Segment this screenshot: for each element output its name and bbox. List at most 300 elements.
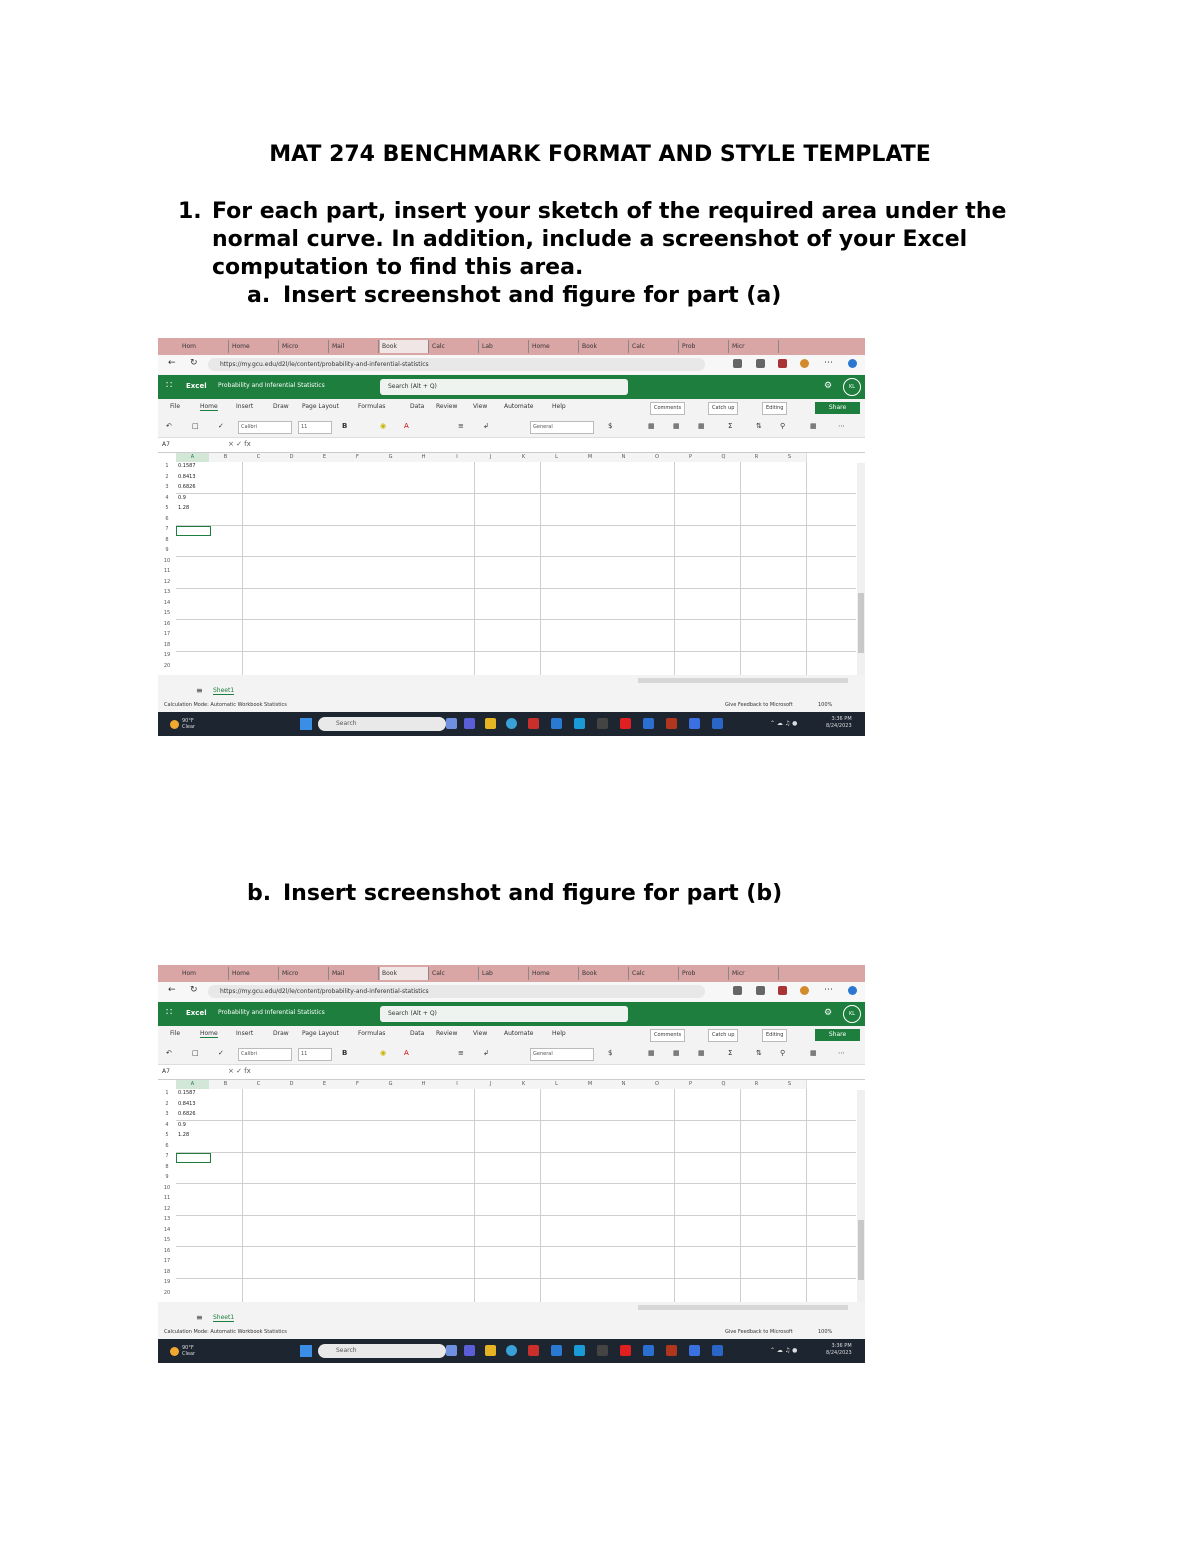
gridline xyxy=(176,1120,856,1121)
more-icon[interactable]: ⋯ xyxy=(838,1049,845,1057)
row-header[interactable]: 14 xyxy=(163,1226,171,1233)
cell-styles-icon[interactable]: ▦ xyxy=(698,422,705,430)
more-icon[interactable]: ⋯ xyxy=(824,985,833,995)
edge-icon[interactable] xyxy=(574,718,585,729)
cell-value[interactable]: 0.6826 xyxy=(178,1111,196,1117)
column-header[interactable]: A xyxy=(176,1080,210,1089)
part-text: Insert screenshot and figure for part (b) xyxy=(283,881,783,906)
browser-tab[interactable]: Calc xyxy=(630,967,679,980)
font-color-icon[interactable]: A xyxy=(404,1049,409,1057)
app-launcher-icon[interactable]: ∷ xyxy=(166,380,173,391)
row-header[interactable]: 16 xyxy=(163,1247,171,1254)
row-header[interactable]: 5 xyxy=(165,1132,169,1138)
row-header[interactable]: 11 xyxy=(163,568,171,574)
row-header[interactable]: 19 xyxy=(163,1279,171,1285)
back-icon[interactable]: ← xyxy=(168,985,176,995)
app-icon[interactable] xyxy=(528,718,539,729)
app-icon[interactable] xyxy=(597,1345,608,1356)
browser-tab[interactable]: Micro xyxy=(280,967,329,980)
extension-icon[interactable] xyxy=(778,986,787,995)
ribbon-toolbar xyxy=(158,1044,865,1065)
row-header[interactable]: 13 xyxy=(163,1216,171,1222)
browser-tab[interactable]: Mail xyxy=(330,340,379,353)
column-header[interactable]: H xyxy=(407,453,441,462)
column-header[interactable]: S xyxy=(773,453,807,462)
row-header[interactable]: 8 xyxy=(165,536,169,543)
row-header[interactable]: 19 xyxy=(163,652,171,658)
cell-value[interactable]: 0.8413 xyxy=(178,473,196,480)
app-icon[interactable] xyxy=(666,1345,677,1356)
bing-icon[interactable] xyxy=(848,986,857,995)
currency-icon[interactable]: $ xyxy=(608,1049,613,1057)
settings-icon[interactable]: ⚙ xyxy=(824,1008,833,1018)
url-field[interactable]: https://my.gcu.edu/d2l/le/content/probability-and-inferential-statistics xyxy=(208,358,705,371)
app-icon[interactable] xyxy=(689,718,700,729)
column-header[interactable]: K xyxy=(507,1080,541,1089)
editing-button[interactable]: Editing xyxy=(762,402,787,415)
find-icon[interactable]: ⚲ xyxy=(780,1049,786,1057)
extension-icon[interactable] xyxy=(733,359,742,368)
browser-tab[interactable]: Calc xyxy=(430,967,479,980)
weather-widget[interactable] xyxy=(166,715,196,733)
row-header[interactable]: 7 xyxy=(165,1153,169,1159)
system-tray[interactable]: ⌃ ☁ ♫ ● xyxy=(770,720,798,727)
column-header[interactable]: C xyxy=(242,453,276,462)
analyze-data-icon[interactable]: ▦ xyxy=(810,1049,817,1057)
youtube-icon[interactable] xyxy=(620,1345,631,1356)
browser-tab[interactable]: Calc xyxy=(630,340,679,353)
autosum-icon[interactable]: Σ xyxy=(728,422,733,430)
app-icon[interactable] xyxy=(551,718,562,729)
gridline xyxy=(176,1183,856,1184)
font-color-icon[interactable]: A xyxy=(404,422,409,430)
column-header[interactable]: J xyxy=(474,453,508,462)
column-header[interactable]: N xyxy=(607,453,641,462)
clipboard-icon[interactable]: □ xyxy=(192,1049,199,1057)
extension-icon[interactable] xyxy=(756,359,765,368)
column-header[interactable]: I xyxy=(440,453,475,462)
name-box[interactable]: A7 xyxy=(162,1068,170,1075)
teams-icon[interactable] xyxy=(464,718,475,729)
browser-tab[interactable]: Prob xyxy=(680,967,729,980)
browser-tab[interactable]: Lab xyxy=(480,340,529,353)
row-header[interactable]: 12 xyxy=(163,578,171,585)
document-title: MAT 274 BENCHMARK FORMAT AND STYLE TEMPLATE xyxy=(269,142,931,167)
word-icon[interactable] xyxy=(643,1345,654,1356)
column-header[interactable]: N xyxy=(607,1080,641,1089)
column-header[interactable]: M xyxy=(573,1080,608,1089)
cell-value[interactable]: 1.28 xyxy=(178,1132,190,1138)
ribbon-tab[interactable]: Page Layout xyxy=(302,403,339,410)
browser-tab[interactable]: Book xyxy=(380,340,429,353)
column-header[interactable]: K xyxy=(507,453,541,462)
question-text: For each part, insert your sketch of the required area under the normal curve. In addition, include a screenshot of your Excel computation to find this area. xyxy=(212,199,1007,280)
column-header[interactable]: H xyxy=(407,1080,441,1089)
ribbon-tab[interactable]: Home xyxy=(200,403,218,410)
ribbon-tab[interactable]: Draw xyxy=(273,1030,289,1037)
column-header[interactable]: F xyxy=(341,453,375,462)
column-header[interactable]: J xyxy=(474,1080,508,1089)
row-header[interactable]: 15 xyxy=(163,1237,171,1243)
editing-button[interactable]: Editing xyxy=(762,1029,787,1042)
browser-tab[interactable]: Home xyxy=(230,340,279,353)
format-painter-icon[interactable]: ✓ xyxy=(218,422,224,430)
fill-color-icon[interactable]: ◉ xyxy=(380,422,387,430)
column-header[interactable]: Q xyxy=(707,453,741,462)
row-header[interactable]: 1 xyxy=(165,463,169,469)
font-size-field[interactable]: 11 xyxy=(298,421,332,434)
address-bar xyxy=(158,355,865,374)
sort-filter-icon[interactable]: ⇅ xyxy=(756,1049,762,1057)
sort-filter-icon[interactable]: ⇅ xyxy=(756,422,762,430)
more-icon[interactable]: ⋯ xyxy=(838,422,845,430)
column-header[interactable]: S xyxy=(773,1080,807,1089)
formula-bar xyxy=(158,438,865,453)
browser-tab[interactable]: Prob xyxy=(680,340,729,353)
selected-cell[interactable] xyxy=(176,1153,211,1163)
column-header[interactable]: E xyxy=(308,1080,342,1089)
browser-tab-bar xyxy=(158,965,865,982)
table-format-icon[interactable]: ▦ xyxy=(673,1049,680,1057)
column-header[interactable]: O xyxy=(640,1080,675,1089)
gridline xyxy=(176,619,856,620)
font-size-field[interactable]: 11 xyxy=(298,1048,332,1061)
row-header[interactable]: 13 xyxy=(163,589,171,595)
browser-tab[interactable]: Hom xyxy=(180,967,229,980)
sheet-tab[interactable]: Sheet1 xyxy=(213,687,235,694)
row-header[interactable]: 5 xyxy=(165,505,169,511)
edge-icon[interactable] xyxy=(506,1345,517,1356)
extension-icon[interactable] xyxy=(756,986,765,995)
browser-tab[interactable]: Book xyxy=(580,967,629,980)
taskview-icon[interactable] xyxy=(446,718,457,729)
currency-icon[interactable]: $ xyxy=(608,422,613,430)
taskbar xyxy=(158,712,865,736)
browser-tab[interactable]: Home xyxy=(530,340,579,353)
weather-temp: 90°F xyxy=(182,1345,194,1351)
taskbar-search[interactable]: Search xyxy=(318,1344,446,1358)
bold-button[interactable]: B xyxy=(342,422,348,430)
weather-desc: Clear xyxy=(182,1351,196,1357)
column-header[interactable]: O xyxy=(640,453,675,462)
status-left: Calculation Mode: Automatic Workbook Statistics xyxy=(164,1329,287,1335)
taskbar-search[interactable]: Search xyxy=(318,717,446,731)
back-icon[interactable]: ← xyxy=(168,358,176,368)
cell-value[interactable]: 0.8413 xyxy=(178,1100,196,1107)
gridline xyxy=(176,1152,856,1153)
vertical-scrollbar[interactable] xyxy=(857,463,865,675)
browser-tab[interactable]: Micro xyxy=(280,340,329,353)
column-header[interactable]: F xyxy=(341,1080,375,1089)
sheet-tab[interactable]: Sheet1 xyxy=(213,1314,235,1321)
search-input[interactable]: Search (Alt + Q) xyxy=(380,379,628,395)
app-icon[interactable] xyxy=(551,1345,562,1356)
cell-value[interactable]: 0.1587 xyxy=(178,463,196,469)
column-header[interactable]: I xyxy=(440,1080,475,1089)
part-letter: b. xyxy=(247,881,272,906)
browser-tab[interactable]: Mail xyxy=(330,967,379,980)
row-header[interactable]: 10 xyxy=(163,557,171,564)
taskview-icon[interactable] xyxy=(446,1345,457,1356)
row-header[interactable]: 12 xyxy=(163,1205,171,1212)
ribbon-tab[interactable]: Insert xyxy=(236,1030,254,1037)
ribbon-tab[interactable]: File xyxy=(170,1030,181,1037)
gridline xyxy=(176,1278,856,1279)
wrap-text-icon[interactable]: ↲ xyxy=(483,1049,489,1057)
app-icon[interactable] xyxy=(689,1345,700,1356)
question-number: 1. xyxy=(178,199,202,224)
extension-icon[interactable] xyxy=(778,359,787,368)
gridline xyxy=(176,1215,856,1216)
font-name-field[interactable]: Calibri xyxy=(238,421,292,434)
find-icon[interactable]: ⚲ xyxy=(780,422,786,430)
column-header[interactable]: A xyxy=(176,453,210,462)
ribbon-toolbar xyxy=(158,417,865,438)
column-header[interactable]: P xyxy=(674,453,708,462)
column-header[interactable]: D xyxy=(275,453,309,462)
row-header[interactable]: 9 xyxy=(165,1174,169,1180)
ribbon-tab[interactable]: Formulas xyxy=(358,1030,386,1037)
font-name-field[interactable]: Calibri xyxy=(238,1048,292,1061)
row-header[interactable]: 6 xyxy=(165,515,169,522)
browser-tab[interactable]: Lab xyxy=(480,967,529,980)
sun-icon xyxy=(170,720,179,729)
column-header[interactable]: B xyxy=(209,1080,243,1089)
status-bar xyxy=(158,699,865,711)
align-icon[interactable]: ≡ xyxy=(458,422,464,430)
format-painter-icon[interactable]: ✓ xyxy=(218,1049,224,1057)
row-header[interactable]: 20 xyxy=(163,1289,171,1296)
row-header[interactable]: 2 xyxy=(165,1100,169,1107)
ribbon-tabs xyxy=(158,1027,865,1042)
edge-icon[interactable] xyxy=(574,1345,585,1356)
row-header[interactable]: 2 xyxy=(165,473,169,480)
app-icon[interactable] xyxy=(597,718,608,729)
ribbon-tab[interactable]: Formulas xyxy=(358,403,386,410)
row-header[interactable]: 9 xyxy=(165,547,169,553)
column-header[interactable]: B xyxy=(209,453,243,462)
row-header[interactable]: 10 xyxy=(163,1184,171,1191)
cell-value[interactable]: 0.6826 xyxy=(178,484,196,490)
column-header[interactable]: G xyxy=(374,1080,408,1089)
app-icon[interactable] xyxy=(528,1345,539,1356)
conditional-format-icon[interactable]: ▦ xyxy=(648,1049,655,1057)
clock: 3:36 PM 8/24/2023 xyxy=(826,716,852,729)
ribbon-tab[interactable]: Data xyxy=(410,403,425,410)
youtube-icon[interactable] xyxy=(620,718,631,729)
ribbon-tab[interactable]: Automate xyxy=(504,1030,534,1037)
gridline xyxy=(176,556,856,557)
undo-icon[interactable]: ↶ xyxy=(166,422,172,430)
row-header[interactable]: 14 xyxy=(163,599,171,606)
browser-tab[interactable]: Book xyxy=(380,967,429,980)
profile-icon[interactable] xyxy=(800,986,809,995)
fill-color-icon[interactable]: ◉ xyxy=(380,1049,387,1057)
app-icon[interactable] xyxy=(712,1345,723,1356)
row-header[interactable]: 20 xyxy=(163,662,171,669)
browser-tab[interactable]: Hom xyxy=(180,340,229,353)
avatar[interactable]: KL xyxy=(843,1005,861,1023)
number-format-field[interactable]: General xyxy=(530,421,594,434)
settings-icon[interactable]: ⚙ xyxy=(824,381,833,391)
wrap-text-icon[interactable]: ↲ xyxy=(483,422,489,430)
file-name[interactable]: Probability and Inferential Statistics xyxy=(218,382,325,389)
selected-cell[interactable] xyxy=(176,526,211,536)
spreadsheet-grid[interactable] xyxy=(158,1080,865,1302)
spreadsheet-grid[interactable] xyxy=(158,453,865,675)
ribbon-tab[interactable]: Review xyxy=(436,403,458,410)
ribbon-tab[interactable]: View xyxy=(473,1030,488,1037)
file-explorer-icon[interactable] xyxy=(485,718,496,729)
column-header[interactable]: E xyxy=(308,453,342,462)
extension-icon[interactable] xyxy=(733,986,742,995)
cell-value[interactable]: 0.1587 xyxy=(178,1090,196,1096)
number-format-field[interactable]: General xyxy=(530,1048,594,1061)
url-field[interactable]: https://my.gcu.edu/d2l/le/content/probability-and-inferential-statistics xyxy=(208,985,705,998)
vertical-scrollbar[interactable] xyxy=(857,1090,865,1302)
excel-header xyxy=(158,375,865,399)
share-button[interactable]: Share xyxy=(815,402,860,414)
column-header[interactable]: C xyxy=(242,1080,276,1089)
share-button[interactable]: Share xyxy=(815,1029,860,1041)
horizontal-scrollbar[interactable] xyxy=(638,1305,848,1310)
row-header[interactable]: 18 xyxy=(163,1268,171,1275)
column-header[interactable]: R xyxy=(740,453,774,462)
system-tray[interactable]: ⌃ ☁ ♫ ● xyxy=(770,1347,798,1354)
column-header[interactable]: M xyxy=(573,453,608,462)
row-header[interactable]: 6 xyxy=(165,1142,169,1149)
ribbon-tab[interactable]: Review xyxy=(436,1030,458,1037)
ribbon-tab[interactable]: Automate xyxy=(504,403,534,410)
status-bar xyxy=(158,1326,865,1338)
refresh-icon[interactable]: ↻ xyxy=(190,358,198,368)
cell-value[interactable]: 0.9 xyxy=(178,1121,186,1128)
column-header[interactable]: L xyxy=(540,1080,574,1089)
row-header[interactable]: 16 xyxy=(163,620,171,627)
file-name[interactable]: Probability and Inferential Statistics xyxy=(218,1009,325,1016)
sun-icon xyxy=(170,1347,179,1356)
undo-icon[interactable]: ↶ xyxy=(166,1049,172,1057)
analyze-data-icon[interactable]: ▦ xyxy=(810,422,817,430)
row-header[interactable]: 15 xyxy=(163,610,171,616)
zoom-level[interactable]: 100% xyxy=(818,702,833,708)
name-box[interactable]: A7 xyxy=(162,441,170,448)
avatar[interactable]: KL xyxy=(843,378,861,396)
part-letter: a. xyxy=(247,283,271,308)
bing-icon[interactable] xyxy=(848,359,857,368)
app-name: Excel xyxy=(186,1009,207,1017)
row-header[interactable]: 4 xyxy=(165,1121,169,1128)
browser-tab[interactable]: Calc xyxy=(430,340,479,353)
fx-icon: × ✓ fx xyxy=(228,1067,251,1075)
profile-icon[interactable] xyxy=(800,359,809,368)
column-header[interactable]: R xyxy=(740,1080,774,1089)
browser-tab[interactable]: Micr xyxy=(730,967,779,980)
gridline xyxy=(176,493,856,494)
row-header[interactable]: 3 xyxy=(165,484,169,490)
ribbon-tab[interactable]: Page Layout xyxy=(302,1030,339,1037)
row-header[interactable]: 18 xyxy=(163,641,171,648)
app-icon[interactable] xyxy=(712,718,723,729)
feedback-link[interactable]: Give Feedback to Microsoft xyxy=(725,1329,793,1335)
edge-icon[interactable] xyxy=(506,718,517,729)
sheet-tabs xyxy=(158,1311,865,1325)
feedback-link[interactable]: Give Feedback to Microsoft xyxy=(725,702,793,708)
horizontal-scrollbar[interactable] xyxy=(638,678,848,683)
column-header[interactable]: L xyxy=(540,453,574,462)
ribbon-tab[interactable]: View xyxy=(473,403,488,410)
refresh-icon[interactable]: ↻ xyxy=(190,985,198,995)
ribbon-tab[interactable]: Help xyxy=(552,1030,566,1037)
catch-up-button[interactable]: Catch up xyxy=(708,1029,738,1042)
weather-temp: 90°F xyxy=(182,718,194,724)
all-sheets-icon[interactable]: ≡ xyxy=(196,686,203,695)
file-explorer-icon[interactable] xyxy=(485,1345,496,1356)
more-icon[interactable]: ⋯ xyxy=(824,358,833,368)
weather-widget[interactable] xyxy=(166,1342,196,1360)
column-header[interactable]: G xyxy=(374,453,408,462)
all-sheets-icon[interactable]: ≡ xyxy=(196,1313,203,1322)
conditional-format-icon[interactable]: ▦ xyxy=(648,422,655,430)
browser-tab[interactable]: Micr xyxy=(730,340,779,353)
clipboard-icon[interactable]: □ xyxy=(192,422,199,430)
formula-bar xyxy=(158,1065,865,1080)
column-header[interactable]: D xyxy=(275,1080,309,1089)
teams-icon[interactable] xyxy=(464,1345,475,1356)
catch-up-button[interactable]: Catch up xyxy=(708,402,738,415)
row-header[interactable]: 8 xyxy=(165,1163,169,1170)
app-name: Excel xyxy=(186,382,207,390)
ribbon-tab[interactable]: Data xyxy=(410,1030,425,1037)
column-header[interactable]: Q xyxy=(707,1080,741,1089)
row-header[interactable]: 1 xyxy=(165,1090,169,1096)
screenshot-part-b xyxy=(158,965,865,1363)
bold-button[interactable]: B xyxy=(342,1049,348,1057)
zoom-level[interactable]: 100% xyxy=(818,1329,833,1335)
row-header[interactable]: 11 xyxy=(163,1195,171,1201)
ribbon-tab[interactable]: Draw xyxy=(273,403,289,410)
cell-styles-icon[interactable]: ▦ xyxy=(698,1049,705,1057)
app-icon[interactable] xyxy=(666,718,677,729)
comments-button[interactable]: Comments xyxy=(650,402,685,415)
ribbon-tab[interactable]: Help xyxy=(552,403,566,410)
app-launcher-icon[interactable]: ∷ xyxy=(166,1007,173,1018)
browser-tab[interactable]: Home xyxy=(230,967,279,980)
ribbon-tab[interactable]: Home xyxy=(200,1030,218,1037)
row-header[interactable]: 7 xyxy=(165,526,169,532)
row-header[interactable]: 17 xyxy=(163,631,171,637)
word-icon[interactable] xyxy=(643,718,654,729)
comments-button[interactable]: Comments xyxy=(650,1029,685,1042)
cell-value[interactable]: 1.28 xyxy=(178,505,190,511)
browser-tab[interactable]: Book xyxy=(580,340,629,353)
ribbon-tabs xyxy=(158,400,865,415)
ribbon-tab[interactable]: Insert xyxy=(236,403,254,410)
browser-tab[interactable]: Home xyxy=(530,967,579,980)
align-icon[interactable]: ≡ xyxy=(458,1049,464,1057)
windows-start-icon[interactable] xyxy=(300,1345,312,1357)
ribbon-tab[interactable]: File xyxy=(170,403,181,410)
row-header[interactable]: 4 xyxy=(165,494,169,501)
table-format-icon[interactable]: ▦ xyxy=(673,422,680,430)
autosum-icon[interactable]: Σ xyxy=(728,1049,733,1057)
cell-value[interactable]: 0.9 xyxy=(178,494,186,501)
windows-start-icon[interactable] xyxy=(300,718,312,730)
search-input[interactable]: Search (Alt + Q) xyxy=(380,1006,628,1022)
row-header[interactable]: 17 xyxy=(163,1258,171,1264)
column-header[interactable]: P xyxy=(674,1080,708,1089)
row-header[interactable]: 3 xyxy=(165,1111,169,1117)
